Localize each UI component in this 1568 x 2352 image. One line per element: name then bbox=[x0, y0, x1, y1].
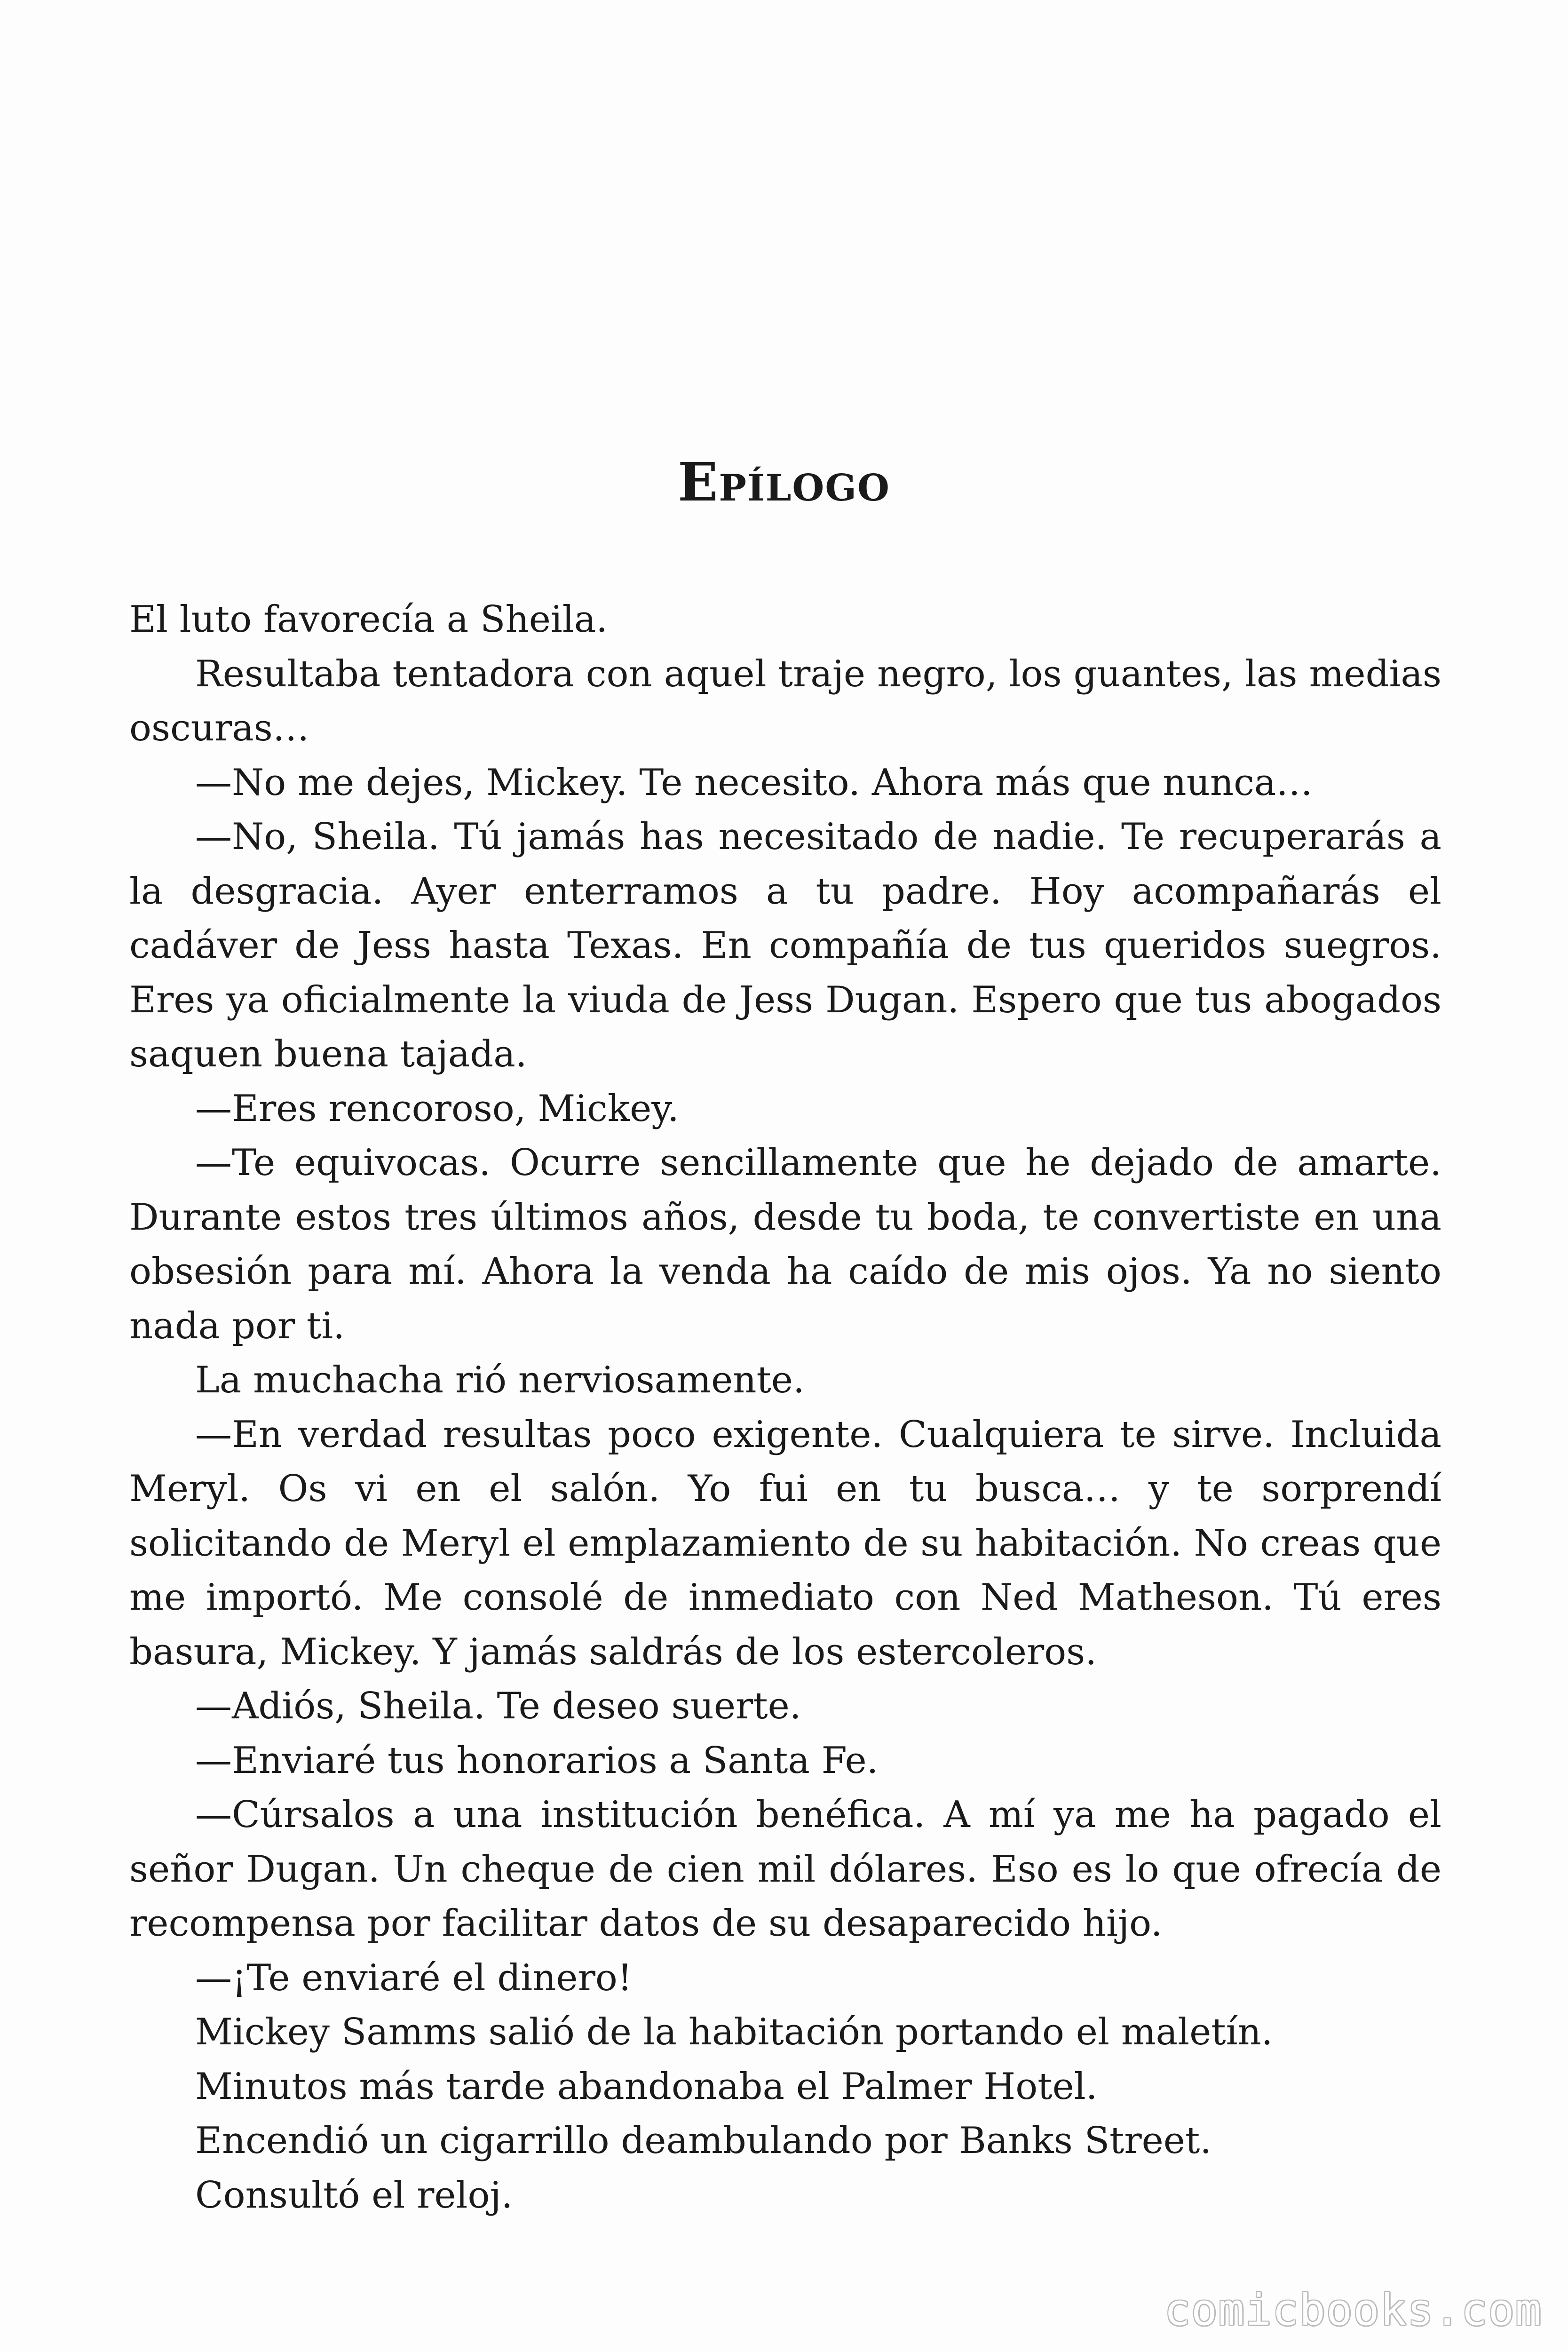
paragraph: Minutos más tarde abandonaba el Palmer Hotel. bbox=[195, 2065, 1098, 2108]
watermark: comicbooks.com bbox=[1164, 2285, 1542, 2335]
paragraph: —No me dejes, Mickey. Te necesito. Ahora más que nunca… bbox=[195, 761, 1313, 804]
paragraph: —Adiós, Sheila. Te deseo suerte. bbox=[195, 1685, 801, 1727]
paragraph: —No, Sheila. Tú jamás has necesitado de nadie. Te recuperarás a la desgracia. Ayer enterramos a tu padre. Hoy acompañarás el cadáver de Jess hasta Texas. En compañía de tus queridos suegros. Eres ya oficialmente la viuda de Jess Dugan. Espero que tus abogados saquen buena tajada. bbox=[129, 816, 1441, 1075]
paragraph: —Cúrsalos a una institución benéfica. A mí ya me ha pagado el señor Dugan. Un cheque de cien mil dólares. Eso es lo que ofrecía de recompensa por facilitar datos de su desaparecido hijo. bbox=[129, 1794, 1441, 1945]
paragraph: Encendió un cigarrillo deambulando por Banks Street. bbox=[195, 2120, 1212, 2162]
paragraph: —¡Te enviaré el dinero! bbox=[195, 1956, 633, 1999]
paragraph: Consultó el reloj. bbox=[195, 2174, 513, 2217]
paragraph: Mickey Samms salió de la habitación portando el maletín. bbox=[195, 2011, 1273, 2053]
paragraph: Resultaba tentadora con aquel traje negro, los guantes, las medias oscuras… bbox=[129, 652, 1441, 749]
paragraph: —Enviaré tus honorarios a Santa Fe. bbox=[195, 1739, 879, 1782]
chapter-title: Epílogo bbox=[678, 452, 890, 513]
paragraph: —Te equivocas. Ocurre sencillamente que he dejado de amarte. Durante estos tres últimos años, desde tu boda, te convertiste en una obsesión para mí. Ahora la venda ha caído de mis ojos. Ya no siento nada por ti. bbox=[129, 1142, 1441, 1347]
paragraph: La muchacha rió nerviosamente. bbox=[195, 1359, 805, 1401]
paragraph: El luto favorecía a Sheila. bbox=[129, 598, 608, 641]
paragraph: —En verdad resultas poco exigente. Cualquiera te sirve. Incluida Meryl. Os vi en el salón. Yo fui en tu busca… y te sorprendí solicitando de Meryl el emplazamiento de su habitación. No creas que me importó. Me consolé de inmediato con Ned Matheson. Tú eres basura, Mickey. Y jamás saldrás de los estercoleros. bbox=[129, 1413, 1441, 1673]
chapter-body bbox=[129, 593, 1441, 2223]
paragraph: —Eres rencoroso, Mickey. bbox=[195, 1087, 679, 1130]
